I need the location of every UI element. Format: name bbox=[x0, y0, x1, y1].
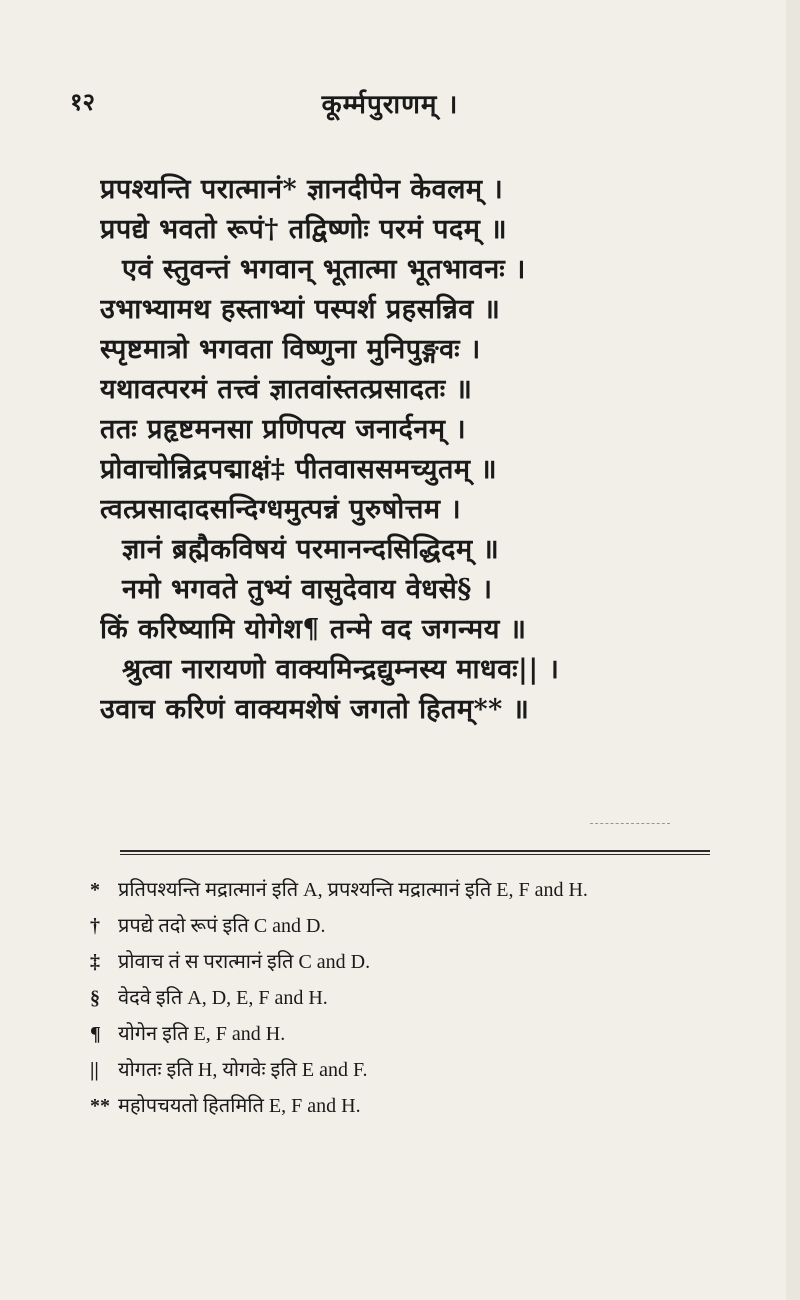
footnote-text: योगतः इति H, योगवेः इति E and F. bbox=[118, 1059, 368, 1081]
footnote-text: प्रोवाच तं स परात्मानं इति C and D. bbox=[118, 951, 371, 973]
footnote bbox=[90, 872, 730, 908]
verse-line: नमो भगवते तुभ्यं वासुदेवाय वेधसे§ । bbox=[122, 574, 493, 605]
footnote bbox=[90, 1016, 730, 1052]
verse-line: उवाच करिणं वाक्यमशेषं जगतो हितम्** ॥ bbox=[100, 694, 530, 725]
footnote bbox=[90, 944, 730, 980]
verse-line: ज्ञानं ब्रह्मैकविषयं परमानन्दसिद्धिदम् ॥ bbox=[122, 534, 500, 565]
footnote-mark: ** bbox=[90, 1095, 110, 1117]
footnote-mark: ¶ bbox=[90, 1023, 101, 1045]
footnote-mark: † bbox=[90, 915, 100, 937]
footnote-mark: * bbox=[90, 879, 100, 901]
footnote-text: वेदवे इति A, D, E, F and H. bbox=[118, 987, 328, 1009]
footnote-text: महोपचयतो हितमिति E, F and H. bbox=[118, 1095, 361, 1117]
verse-line: एवं स्तुवन्तं भगवान् भूतात्मा भूतभावनः । bbox=[122, 254, 526, 285]
faint-rule bbox=[590, 823, 670, 824]
footnotes bbox=[90, 872, 730, 1124]
verse-line: प्रोवाचोन्निद्रपद्माक्षं‡ पीतवाससमच्युतम् ॥ bbox=[100, 454, 498, 485]
page-number: १२ bbox=[70, 87, 95, 116]
verse-line: यथावत्परमं तत्त्वं ज्ञातवांस्तत्प्रसादतः ॥ bbox=[100, 374, 473, 405]
verse-line: प्रपश्यन्ति परात्मानं* ज्ञानदीपेन केवलम् । bbox=[100, 174, 504, 205]
verse-line: स्पृष्टमात्रो भगवता विष्णुना मुनिपुङ्गवः । bbox=[100, 334, 481, 365]
verse-block bbox=[100, 170, 700, 730]
footnote-mark: ‡ bbox=[90, 951, 100, 973]
verse-line: किं करिष्यामि योगेश¶ तन्मे वद जगन्मय ॥ bbox=[100, 614, 527, 645]
footnote bbox=[90, 908, 730, 944]
page-header bbox=[70, 85, 710, 125]
verse-line: ततः प्रहृष्टमनसा प्रणिपत्य जनार्दनम् । bbox=[100, 414, 467, 445]
footnote bbox=[90, 1088, 730, 1124]
running-title: कूर्म्मपुराणम् । bbox=[321, 90, 459, 120]
footnote-text: योगेन इति E, F and H. bbox=[118, 1023, 286, 1045]
verse-line: श्रुत्वा नारायणो वाक्यमिन्द्रद्युम्नस्य माधवः|| । bbox=[122, 654, 560, 685]
verse-line: प्रपद्ये भवतो रूपं† तद्विष्णोः परमं पदम् ॥ bbox=[100, 214, 508, 245]
footnote-mark: || bbox=[90, 1059, 99, 1081]
footnote bbox=[90, 980, 730, 1016]
footnote-text: प्रपद्ये तदो रूपं इति C and D. bbox=[118, 915, 326, 937]
verse-line: उभाभ्यामथ हस्ताभ्यां पस्पर्श प्रहसन्निव ॥ bbox=[100, 294, 501, 325]
footnote-divider bbox=[120, 850, 710, 855]
footnote-mark: § bbox=[90, 987, 100, 1009]
footnote bbox=[90, 1052, 730, 1088]
verse-line: त्वत्प्रसादादसन्दिग्धमुत्पन्नं पुरुषोत्तम । bbox=[100, 494, 462, 525]
footnote-text: प्रतिपश्यन्ति मद्रात्मानं इति A, प्रपश्यन्ति मद्रात्मानं इति E, F and H. bbox=[118, 879, 588, 901]
